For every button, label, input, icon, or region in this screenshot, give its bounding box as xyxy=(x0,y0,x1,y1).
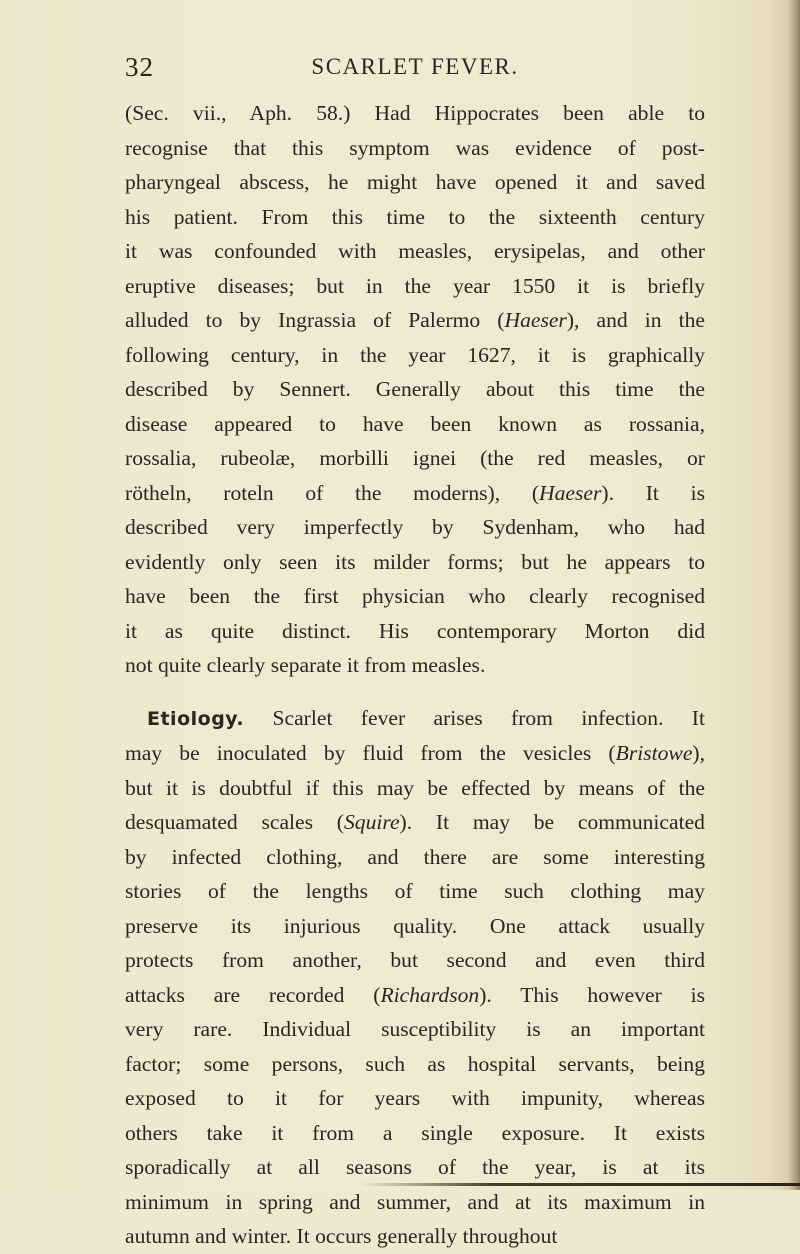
text-line xyxy=(125,545,705,580)
text-line xyxy=(125,1012,705,1047)
text-run: ), xyxy=(692,741,705,765)
text-line xyxy=(125,648,705,683)
text-run: may be inoculated by fluid from the vesicles ( xyxy=(125,741,616,765)
text-run: others take it from a single exposure. It exists xyxy=(125,1120,705,1145)
text-line xyxy=(125,736,705,771)
text-line xyxy=(125,476,705,511)
text-line xyxy=(125,579,705,614)
section-heading: Etiology. xyxy=(147,707,245,730)
text-line xyxy=(125,805,705,840)
text-run: following century, in the year 1627, it is graphically xyxy=(125,342,705,367)
citation-name: Haeser xyxy=(539,480,602,505)
text-run: Scarlet fever arises from infection. It xyxy=(244,705,705,730)
text-line xyxy=(125,165,705,200)
text-line xyxy=(125,909,705,944)
text-run: autumn and winter. It occurs generally throughout xyxy=(125,1224,558,1248)
text-run: eruptive diseases; but in the year 1550 it is briefly xyxy=(125,273,705,298)
text-line xyxy=(125,943,705,978)
text-line xyxy=(125,131,705,166)
text-line xyxy=(125,372,705,407)
citation-name: Squire xyxy=(343,810,400,834)
text-run: rötheln, roteln of the moderns), ( xyxy=(125,480,540,505)
paragraph-etiology xyxy=(125,701,705,1254)
text-line xyxy=(125,407,705,442)
running-title: SCARLET FEVER. xyxy=(311,54,519,79)
text-run: sporadically at all seasons of the year, is at its xyxy=(125,1155,705,1179)
citation-name: Richardson xyxy=(380,982,480,1007)
text-run: protects from another, but second and even third xyxy=(125,948,705,972)
text-run: stories of the lengths of time such clothing may xyxy=(125,879,705,903)
text-line xyxy=(125,269,705,304)
page-edge-shadow xyxy=(788,0,800,1190)
text-line xyxy=(125,510,705,545)
text-line xyxy=(125,1116,705,1151)
text-run: his patient. From this time to the sixteenth century xyxy=(125,204,705,229)
text-run: factor; some persons, such as hospital servants, being xyxy=(125,1051,705,1076)
text-run: ). It is xyxy=(601,480,705,505)
text-run: ), and in the xyxy=(566,308,705,332)
text-line xyxy=(125,338,705,373)
text-line xyxy=(125,1219,705,1254)
text-line xyxy=(125,96,705,131)
text-run: not quite clearly separate it from measles. xyxy=(125,653,486,677)
text-line xyxy=(125,771,705,806)
text-run: minimum in spring and summer, and at its maximum in xyxy=(125,1189,705,1214)
text-line xyxy=(125,1081,705,1116)
text-run: it as quite distinct. His contemporary Morton did xyxy=(125,618,705,643)
text-line xyxy=(125,1150,705,1185)
text-run: pharyngeal abscess, he might have opened it and saved xyxy=(125,170,705,194)
text-run: ). This however is xyxy=(479,982,705,1007)
text-run: (Sec. vii., Aph. 58.) Had Hippocrates been able to xyxy=(125,101,705,125)
text-line xyxy=(125,303,705,338)
text-line xyxy=(125,1047,705,1082)
text-run: rossalia, rubeolæ, morbilli ignei (the red measles, or xyxy=(125,446,705,470)
paragraph-history xyxy=(125,96,705,683)
body-text xyxy=(125,96,705,1254)
text-run: preserve its injurious quality. One attack usually xyxy=(125,913,705,938)
text-run: described very imperfectly by Sydenham, who had xyxy=(125,515,705,539)
text-line xyxy=(125,840,705,875)
text-line xyxy=(125,978,705,1013)
text-run: by infected clothing, and there are some interesting xyxy=(125,844,705,869)
text-run: have been the first physician who clearly recognised xyxy=(125,584,705,608)
text-run: exposed to it for years with impunity, whereas xyxy=(125,1086,705,1110)
text-line xyxy=(125,234,705,269)
page-number: 32 xyxy=(125,52,154,82)
text-run: attacks are recorded ( xyxy=(125,982,381,1007)
running-head xyxy=(125,52,705,86)
text-run: alluded to by Ingrassia of Palermo ( xyxy=(125,308,505,332)
citation-name: Haeser xyxy=(504,308,567,332)
text-run: desquamated scales ( xyxy=(125,810,344,834)
text-run: described by Sennert. Generally about this time the xyxy=(125,377,705,401)
text-run: disease appeared to have been known as rossania, xyxy=(125,411,705,436)
text-run: recognise that this symptom was evidence of post- xyxy=(125,135,705,160)
text-line xyxy=(125,200,705,235)
text-run: very rare. Individual susceptibility is an important xyxy=(125,1017,705,1041)
text-line xyxy=(125,701,705,737)
text-line xyxy=(125,614,705,649)
text-run: ). It may be communicated xyxy=(399,810,705,834)
text-line xyxy=(125,441,705,476)
text-run: it was confounded with measles, erysipelas, and other xyxy=(125,239,705,263)
text-run: evidently only seen its milder forms; but he appears to xyxy=(125,549,705,574)
text-run: but it is doubtful if this may be effected by means of the xyxy=(125,775,705,800)
citation-name: Bristowe xyxy=(615,741,693,765)
text-line xyxy=(125,874,705,909)
